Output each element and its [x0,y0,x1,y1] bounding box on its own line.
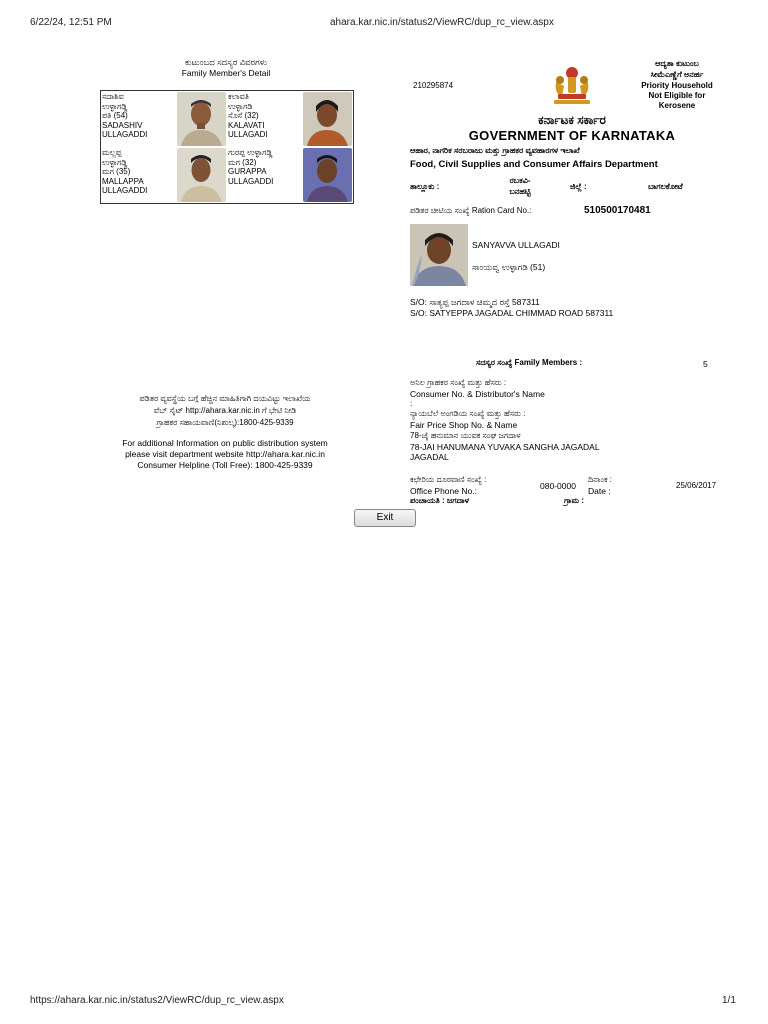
info-text-en-2: please visit department website http://ahara.kar.nic.in [125,449,325,459]
family-members-label: ಸದಸ್ಯರ ಸಂಖ್ಯೆ Family Members : [476,358,583,367]
date-value: 25/06/2017 [676,481,717,490]
family-member-card [101,91,227,147]
family-member-card [227,147,353,203]
print-url: ahara.kar.nic.in/status2/ViewRC/dup_rc_view.aspx [330,17,554,28]
member-line: ಮಗ (32) [228,157,257,167]
member-line: ಉಳ್ಳಾಗಡಿ [228,101,253,111]
ration-card-label: ಪಡಿತರ ಚೀಟಿಯ ಸಂಖ್ಯೆ Ration Card No.: [410,206,532,215]
member-line: ULLAGADDI [102,186,148,196]
govt-title-kn: ಕರ್ನಾಟಕ ಸರ್ಕಾರ [538,113,606,127]
head-of-family-photo [410,224,468,286]
card-id: 210295874 [413,81,454,90]
family-member-card [227,91,353,147]
dept-name-en: Food, Civil Supplies and Consumer Affairs Department [410,159,658,170]
head-name-en: SANYAVVA ULLAGADI [472,240,560,250]
date-label-en: Date : [588,486,611,496]
fps-label-en: Fair Price Shop No. & Name [410,420,518,430]
member-photo [303,92,352,146]
member-line: ಮಗ (35) [102,167,131,177]
member-line: ಗುರಪ್ಪ ಉಳ್ಳಾಗಡ್ಡಿ [228,148,273,157]
ineligible-kn: ಸೀಮೆಎಣ್ಣೆಗೆ ಅನರ್ಹ [650,70,704,79]
dept-name-kn: ಆಹಾರ, ನಾಗರಿಕ ಸರಬರಾಜು ಮತ್ತು ಗ್ರಾಹಕರ ವ್ಯವಹಾರಗಳ ಇಲಾಖೆ [410,146,580,155]
ration-card-number: 510500170481 [584,205,651,216]
info-text-kn-2: ವೆಬ್ ಸೈಟ್ http://ahara.kar.nic.in ಗೆ ಭೇಟಿ ನೀಡಿ [153,406,297,415]
member-line: ಉಳ್ಳಾಗಡ್ಡಿ [102,157,128,167]
taluk-value-2: ಬನಹಟ್ಟಿ [509,187,531,196]
member-line: ULLAGADDI [228,176,274,186]
distributor-label-kn: ಅನಿಲ ಗ್ರಾಹಕರ ಸಂಖ್ಯೆ ಮತ್ತು ಹೆಸರು : [410,378,507,387]
member-line: ಮಲ್ಲಪ್ಪ [102,148,122,157]
distributor-value: : [410,398,413,408]
govt-title-en: GOVERNMENT OF KARNATAKA [468,128,676,143]
district-value: ಬಾಗಲಕೋಟೆ [648,182,683,191]
member-details [102,148,178,196]
member-details [102,92,178,140]
info-text-kn-3: ಗ್ರಾಹಕರ ಸಹಾಯವಾಣಿ(ನಿಶುಲ್ಕ):1800-425-9339 [156,418,294,427]
village-label: ಗ್ರಾಮ : [564,496,584,505]
exit-button[interactable]: Exit [354,509,416,527]
member-photo [177,148,226,202]
member-line: ULLAGADDI [102,130,148,140]
district-label: ಜಿಲ್ಲೆ : [570,182,587,191]
taluk-value-1: ರಬಕವಿ- [509,176,531,185]
info-text-kn-1: ಪಡಿತರ ವ್ಯವಸ್ಥೆಯ ಬಗ್ಗೆ ಹೆಚ್ಚಿನ ಮಾಹಿತಿಗಾಗಿ ದಯವಿಟ್ಟು ಇಲಾಖೆಯ [139,394,311,403]
head-name-kn: ಸಾಂಯವ್ವ ಉಳ್ಳಾಗಡಿ (51) [472,262,546,272]
member-details [228,92,304,140]
taluk-label: ತಾಲ್ಲೂಕು : [410,182,440,191]
member-line: MALLAPPA [102,176,144,186]
family-member-card [101,147,227,203]
family-members-table [100,90,354,204]
address-kn: S/O: ಸಾತ್ಯಪ್ಪ ಜಗದಾಳ ಚಿಮ್ಮದ ರಸ್ತೆ 587311 [410,297,540,307]
panchayat: ಪಂಚಾಯತಿ : ಜಗದಾಳ [410,496,469,505]
family-title-en: Family Member's Detail [181,68,271,78]
fps-value-kn: 78-ಜೈ ಹನುಮಾನ ಯುವಕ ಸಂಘ ಜಗದಾಳ [410,431,521,440]
member-photo [303,148,352,202]
date-label-kn: ದಿನಾಂಕ : [588,475,613,484]
member-line: KALAVATI [228,120,265,130]
member-line: SADASHIV [102,120,143,130]
address-en: S/O: SATYEPPA JAGADAL CHIMMAD ROAD 587311 [410,308,614,318]
fps-value-en-2: JAGADAL [410,452,449,462]
member-line: ಉಳ್ಳಾಗಡ್ಡಿ [102,101,128,111]
office-phone-label-en: Office Phone No.: [410,486,477,496]
member-line: ಪತಿ (54) [102,111,128,121]
print-datetime: 6/22/24, 12:51 PM [30,17,112,28]
info-text-en-1: For additional Information on public distribution system [122,438,328,448]
fps-label-kn: ನ್ಯಾಯಬೆಲೆ ಅಂಗಡಿಯ ಸಂಖ್ಯೆ ಮತ್ತು ಹೆಸರು : [410,409,526,418]
member-photo [177,92,226,146]
distributor-label-en: Consumer No. & Distributor's Name [410,389,545,399]
info-text-en-3: Consumer Helpline (Toll Free): 1800-425-9339 [137,460,313,470]
print-footer-url: https://ahara.kar.nic.in/status2/ViewRC/dup_rc_view.aspx [30,995,284,1006]
category-en: Priority Household [641,81,713,90]
ineligible-en-1: Not Eligible for [648,91,706,100]
fps-value-en-1: 78-JAI HANUMANA YUVAKA SANGHA JAGADAL [410,442,600,452]
office-phone-label-kn: ಕಛೇರಿಯ ದೂರವಾಣಿ ಸಂಖ್ಯೆ : [410,475,487,484]
member-line: ಸೊಸೆ (32) [228,111,259,121]
member-line: ULLAGADI [228,130,268,140]
member-line: ಸದಾಶಿವ [102,92,124,101]
karnataka-emblem-icon [550,64,594,106]
member-line: GURAPPA [228,167,267,177]
family-members-count: 5 [703,359,708,369]
member-line: ಕಲಾವತಿ [228,92,249,101]
category-kn: ಆದ್ಯತಾ ಕುಟುಂಬ [655,59,699,68]
ineligible-en-2: Kerosene [658,101,696,110]
office-phone-value: 080-0000 [540,481,576,491]
member-details [228,148,304,186]
family-title-kn: ಕುಟುಂಬದ ಸದಸ್ಯರ ವಿವರಗಳು [184,57,268,67]
print-page-number: 1/1 [722,995,736,1006]
